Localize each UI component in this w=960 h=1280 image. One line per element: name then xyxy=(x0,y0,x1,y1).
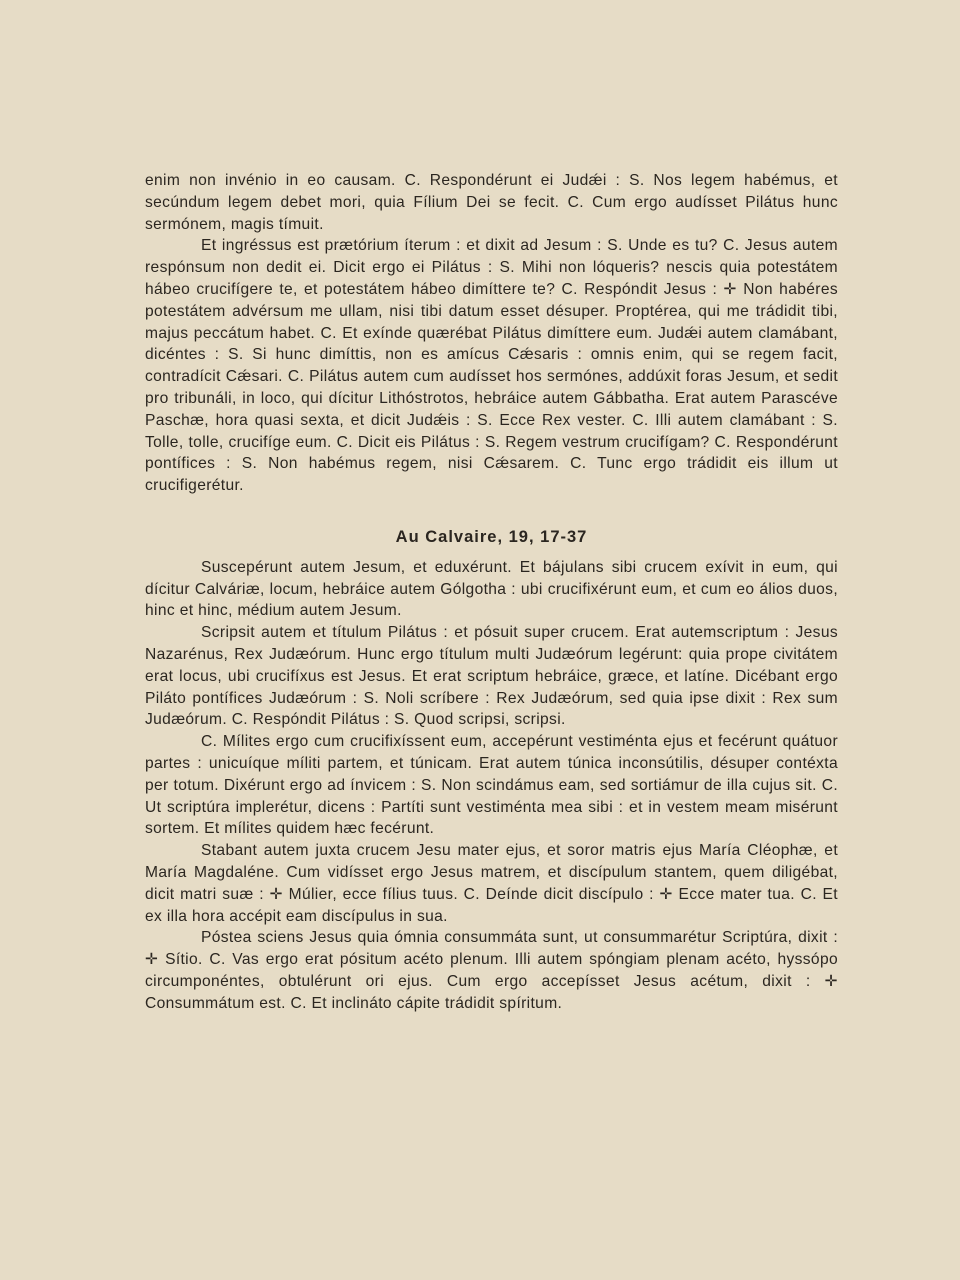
paragraph: enim non invénio in eo causam. C. Respondérunt ei Judǽi : S. Nos legem habémus, et secúndum legem debet mori, quia Fílium Dei se fecit. C. Cum ergo audísset Pilátus hunc sermónem, magis tímuit. xyxy=(145,172,838,233)
page-text xyxy=(145,170,838,1014)
paragraph: Suscepérunt autem Jesum, et eduxérunt. Et bájulans sibi crucem exívit in eum, qui dícitur Calváriæ, locum, hebráice autem Gólgotha : ubi crucifixérunt eum, et cum eo álios duos, hinc et hinc, médium autem Jesum. xyxy=(145,558,838,620)
paragraph: Stabant autem juxta crucem Jesu mater ejus, et soror matris ejus María Cléophæ, et María Magdaléne. Cum vidísset ergo Jesus matrem, et discípulum stantem, quem diligébat, dicit matri suæ : ✛ Múlier, ecce fílius tuus. C. Deínde dicit discípulo : ✛ Ecce mater tua. C. Et ex illa hora accépit eam discípulus in sua. xyxy=(145,842,838,925)
section-heading: Au Calvaire, 19, 17-37 xyxy=(395,527,588,546)
paragraph: Póstea sciens Jesus quia ómnia consummáta sunt, ut consummarétur Scriptúra, dixit : ✛ Sítio. C. Vas ergo erat pósitum acéto plenum. Illi autem spóngiam plenam acéto, hyssópo circumponéntes, obtulérunt ori ejus. Cum ergo accepísset Jesus acétum, dixit : ✛ Consummátum est. C. Et inclináto cápite trádidit spíritum. xyxy=(145,929,838,1012)
paragraph: C. Mílites ergo cum crucifixíssent eum, accepérunt vestiménta ejus et fecérunt quátuor partes : unicuíque míliti partem, et túnicam. Erat autem túnica inconsútilis, désuper contéxta per totum. Dixérunt ergo ad ínvicem : S. Non scindámus eam, sed sortiámur de illa cujus sit. C. Ut scriptúra implerétur, dicens : Partíti sunt vestiménta mea sibi : et in vestem meam misérunt sortem. Et mílites quidem hæc fecérunt. xyxy=(145,733,838,838)
paragraph: Scripsit autem et títulum Pilátus : et pósuit super crucem. Erat autemscriptum : Jesus Nazarénus, Rex Judæórum. Hunc ergo títulum multi Judæórum legérunt: quia prope civitátem erat locus, ubi crucifíxus est Jesus. Et erat scriptum hebráice, græce, et latíne. Dicébant ergo Piláto pontífices Judæórum : S. Noli scríbere : Rex Judæórum, sed quia ipse dixit : Rex sum Judæórum. C. Respóndit Pilátus : S. Quod scripsi, scripsi. xyxy=(145,624,838,729)
paragraph: Et ingréssus est prætórium íterum : et dixit ad Jesum : S. Unde es tu? C. Jesus autem respónsum non dedit ei. Dicit ergo ei Pilátus : S. Mihi non lóqueris? nescis quia potestátem hábeo crucifígere te, et potestátem hábeo dimíttere te? C. Respóndit Jesus : ✛ Non habéres potestátem advérsum me ullam, nisi tibi datum esset désuper. Proptérea, qui me trádidit tibi, majus peccátum habet. C. Et exínde quærébat Pilátus dimíttere eum. Judǽi autem clamábant, dicéntes : S. Si hunc dimíttis, non es amícus Cǽsaris : omnis enim, qui se regem facit, contradícit Cǽsari. C. Pilátus autem cum audísset hos sermónes, addúxit foras Jesum, et sedit pro tribunáli, in loco, qui dícitur Lithóstrotos, hebráice autem Gábbatha. Erat autem Parascéve Paschæ, hora quasi sexta, et dicit Judǽis : S. Ecce Rex vester. C. Illi autem clamábant : S. Tolle, tolle, crucifíge eum. C. Dicit eis Pilátus : S. Regem vestrum crucifígam? C. Respondérunt pontífices : S. Non habémus regem, nisi Cǽsarem. C. Tunc ergo trádidit eis illum ut crucifigerétur. xyxy=(145,237,838,495)
